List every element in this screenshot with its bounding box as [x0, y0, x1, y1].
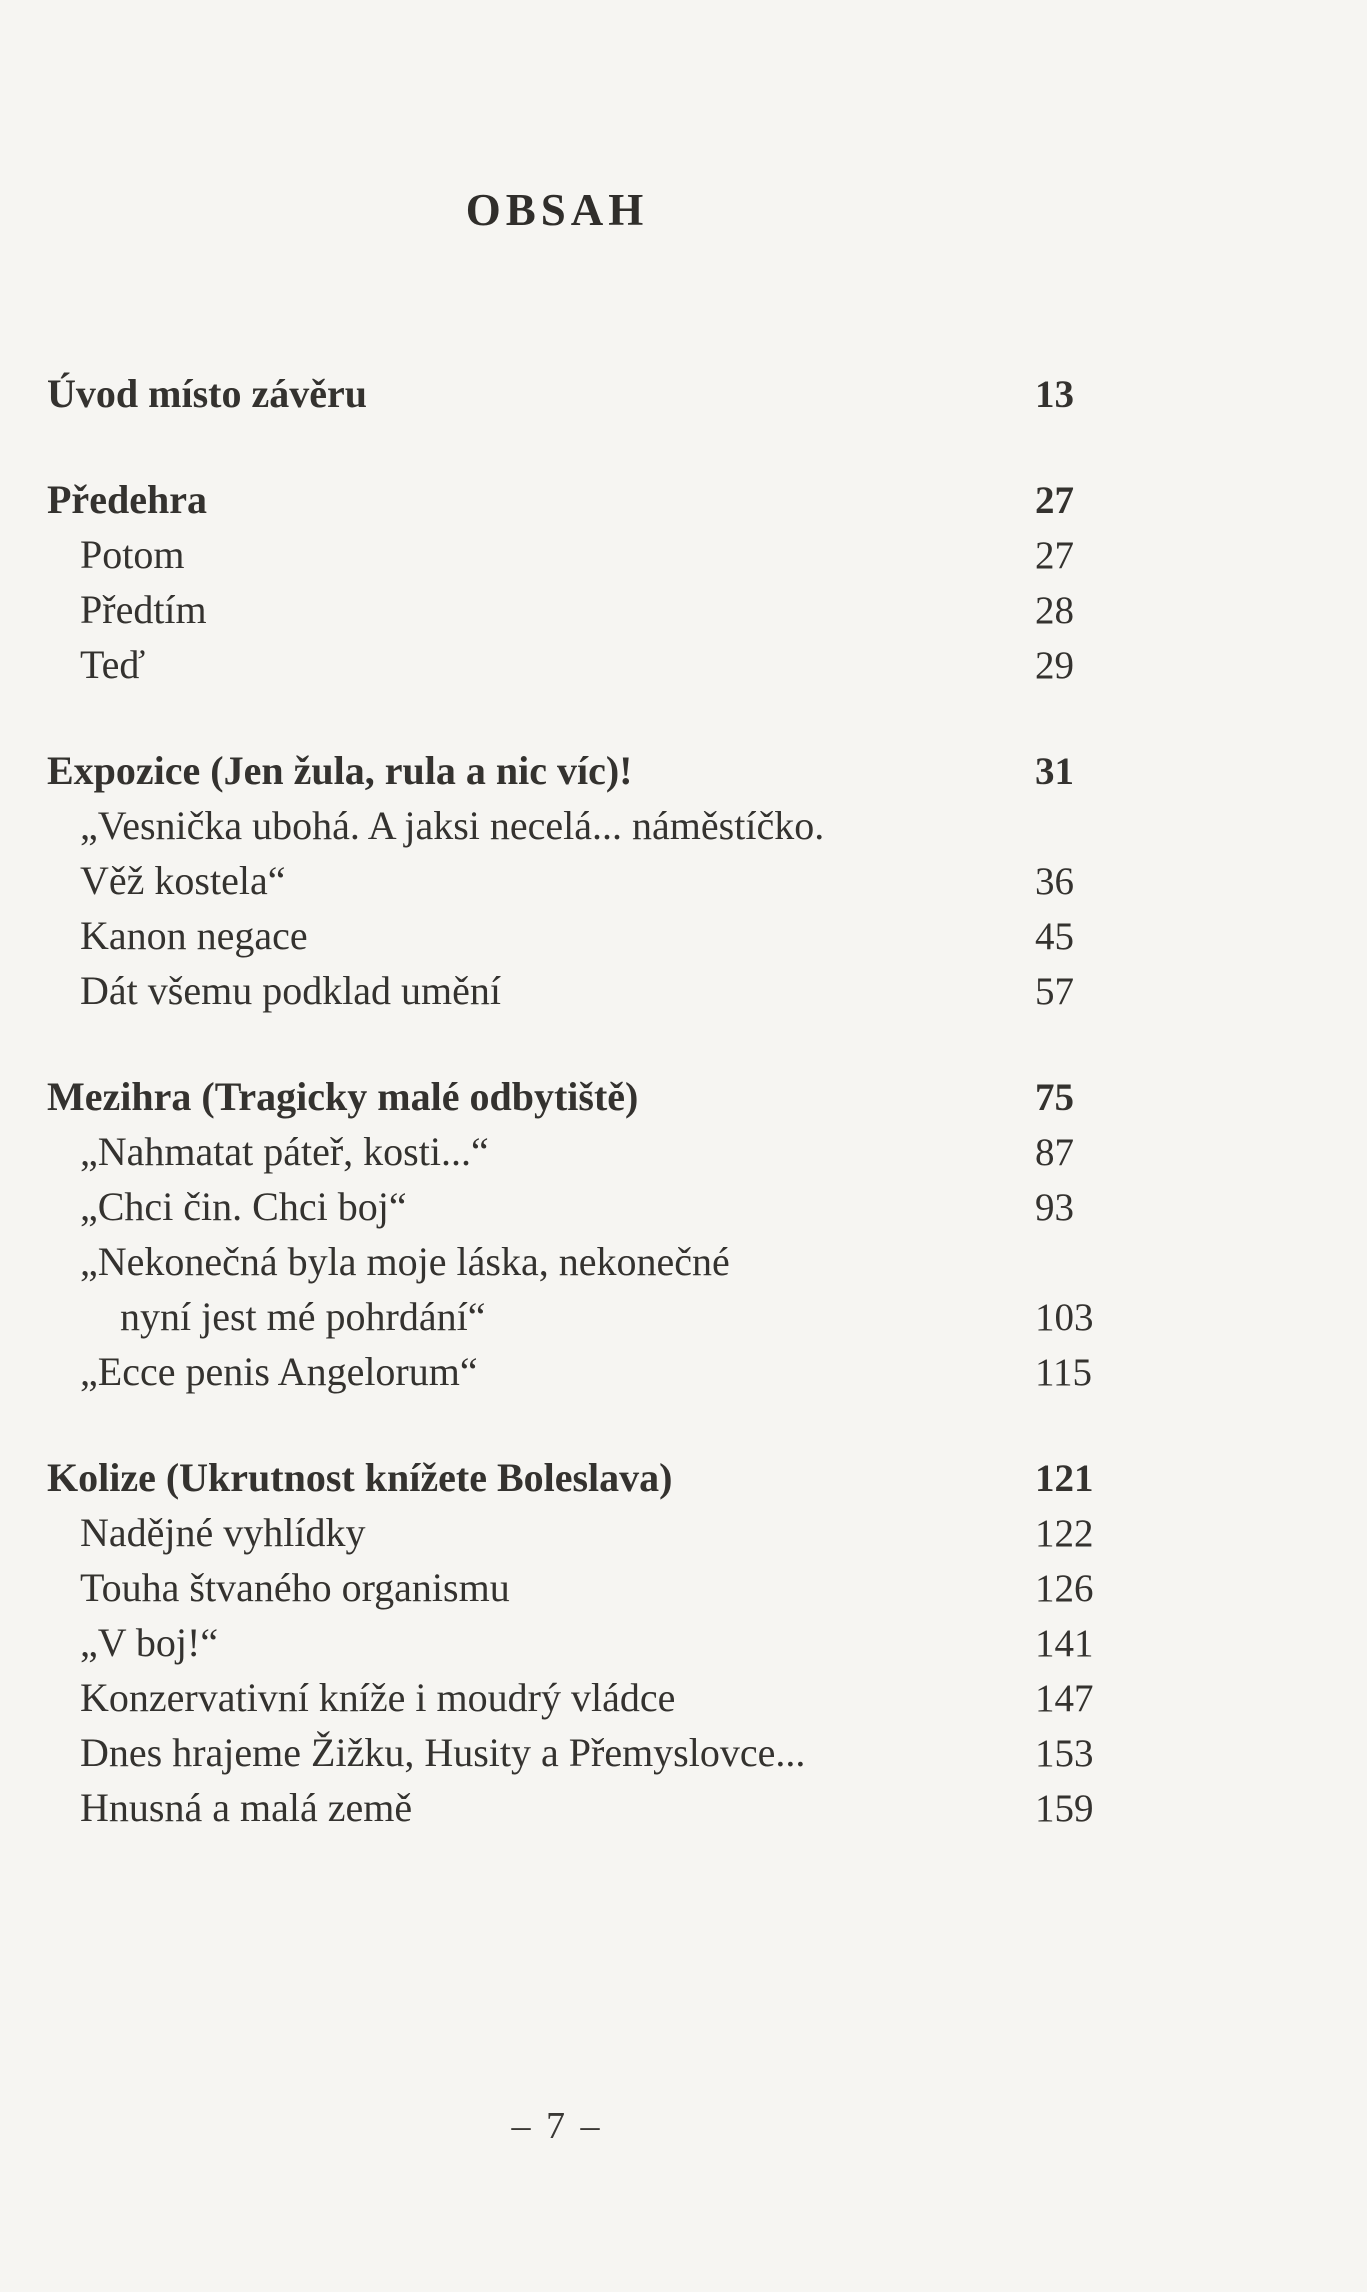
toc-entry — [47, 1344, 1277, 1399]
toc-entry-page: 27 — [1035, 479, 1074, 522]
toc-entry — [47, 853, 1277, 908]
toc-entry — [47, 1560, 1277, 1615]
toc-entry-label: Dát všemu podklad umění — [80, 968, 502, 1013]
toc-entry-page: 75 — [1035, 1076, 1074, 1119]
toc-entry-page: 141 — [1035, 1622, 1094, 1665]
toc-entry-page: 103 — [1035, 1296, 1094, 1339]
toc-entry-label: „Nekonečná byla moje láska, nekonečné — [80, 1239, 730, 1284]
toc-entry-page: 27 — [1035, 534, 1074, 577]
toc-entry-page: 29 — [1035, 644, 1074, 687]
toc-entry — [47, 1289, 1277, 1344]
toc-entry-label: „Nahmatat páteř, kosti...“ — [80, 1129, 489, 1174]
toc-entry — [47, 1670, 1277, 1725]
toc-entry-page: 115 — [1035, 1351, 1093, 1394]
toc-entry — [47, 472, 1277, 527]
toc-entry-label: nyní jest mé pohrdání“ — [120, 1294, 486, 1339]
toc-entry — [47, 527, 1277, 582]
toc-entry-label: Úvod místo závěru — [47, 371, 367, 416]
toc-entry — [47, 743, 1277, 798]
toc-entry-page: 126 — [1035, 1567, 1094, 1610]
toc-entry — [47, 1124, 1277, 1179]
toc-entry-label: Touha štvaného organismu — [80, 1565, 510, 1610]
toc-entry — [47, 1069, 1277, 1124]
toc-entry-label: Konzervativní kníže i moudrý vládce — [80, 1675, 676, 1720]
toc-entry — [47, 1615, 1277, 1670]
page-title: OBSAH — [465, 185, 649, 235]
toc-entry — [47, 798, 1277, 853]
toc-entry-page: 122 — [1035, 1512, 1094, 1555]
toc-entry — [47, 1179, 1277, 1234]
toc-entry-label: „V boj!“ — [80, 1620, 219, 1665]
toc-entry-page: 159 — [1035, 1787, 1094, 1830]
toc-entry-page: 147 — [1035, 1677, 1094, 1720]
toc-entry-label: „Ecce penis Angelorum“ — [80, 1349, 478, 1394]
toc-entry — [47, 1450, 1277, 1505]
toc-entry-label: Dnes hrajeme Žižku, Husity a Přemyslovce... — [80, 1730, 806, 1775]
toc-entry — [47, 1505, 1277, 1560]
toc-entry-page: 13 — [1035, 373, 1074, 416]
toc-entry-label: Věž kostela“ — [80, 858, 286, 903]
toc-entry — [47, 963, 1277, 1018]
toc-entry-page: 45 — [1035, 915, 1074, 958]
page-number-footer: – 7 – — [511, 2105, 603, 2147]
toc-entry-page: 31 — [1035, 750, 1074, 793]
toc-entry-label: Hnusná a malá země — [80, 1785, 413, 1830]
toc-entry-page: 57 — [1035, 970, 1074, 1013]
toc-entry-label: Teď — [80, 642, 146, 687]
toc-entry-label: Kolize (Ukrutnost knížete Boleslava) — [47, 1455, 673, 1500]
toc-entry-label: Předtím — [80, 587, 207, 632]
table-of-contents — [47, 366, 1277, 1835]
toc-entry-label: „Vesnička ubohá. A jaksi necelá... náměstíčko. — [80, 803, 825, 848]
toc-entry-page: 121 — [1035, 1457, 1094, 1500]
toc-entry — [47, 1780, 1277, 1835]
toc-entry-page: 36 — [1035, 860, 1074, 903]
toc-entry — [47, 908, 1277, 963]
toc-entry-label: Mezihra (Tragicky malé odbytiště) — [47, 1074, 639, 1119]
toc-entry — [47, 366, 1277, 421]
toc-entry-label: Kanon negace — [80, 913, 308, 958]
toc-entry-label: „Chci čin. Chci boj“ — [80, 1184, 407, 1229]
toc-entry-label: Expozice (Jen žula, rula a nic víc)! — [47, 748, 633, 793]
toc-entry — [47, 582, 1277, 637]
toc-entry-label: Nadějné vyhlídky — [80, 1510, 366, 1555]
toc-entry — [47, 1234, 1277, 1289]
toc-entry — [47, 637, 1277, 692]
toc-entry-label: Předehra — [47, 477, 207, 522]
toc-entry-label: Potom — [80, 532, 185, 577]
toc-entry-page: 153 — [1035, 1732, 1094, 1775]
toc-entry-page: 93 — [1035, 1186, 1074, 1229]
toc-entry — [47, 1725, 1277, 1780]
toc-entry-page: 28 — [1035, 589, 1074, 632]
toc-entry-page: 87 — [1035, 1131, 1074, 1174]
